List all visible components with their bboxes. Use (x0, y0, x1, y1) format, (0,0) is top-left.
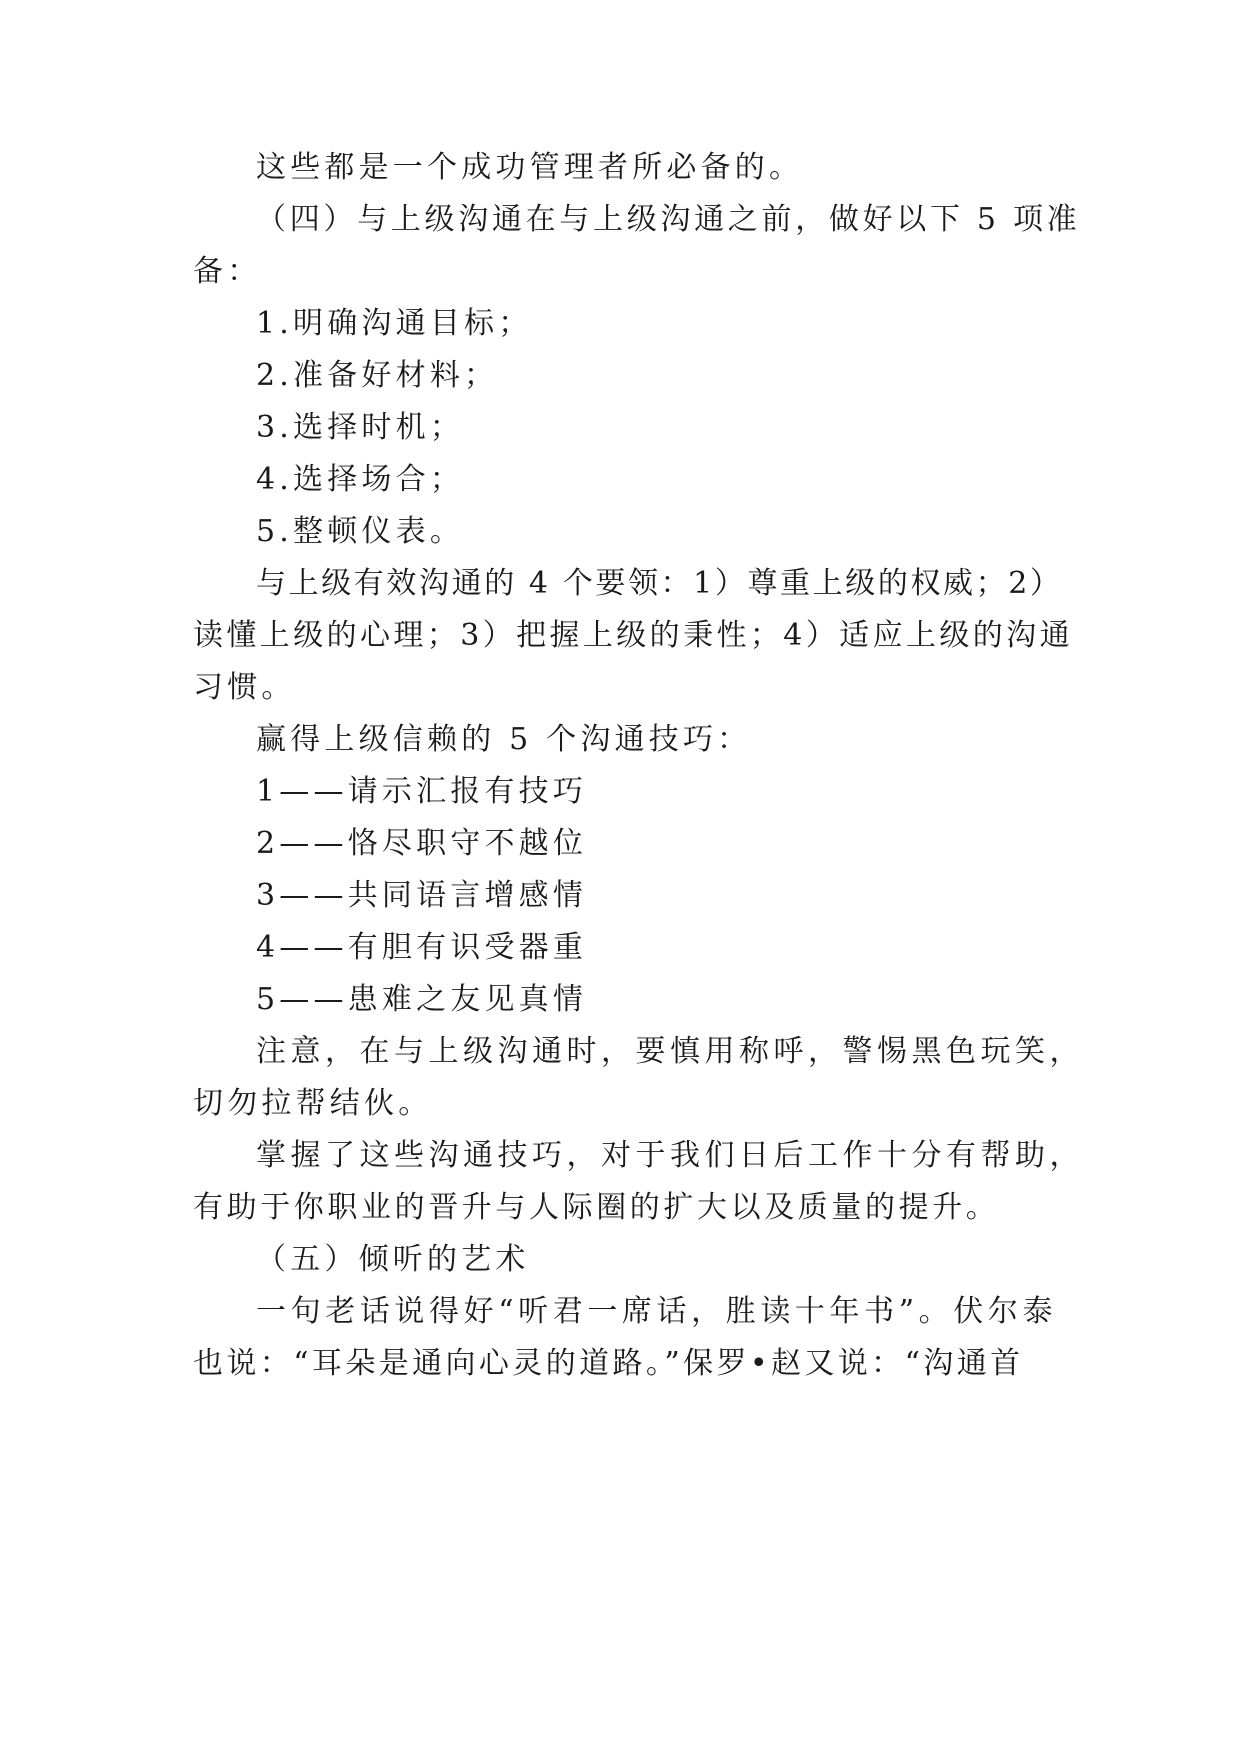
list-item (0, 512, 1241, 552)
paragraph-line (0, 616, 1241, 656)
paragraph-line (0, 564, 1241, 604)
text-line: 2——恪尽职守不越位 (256, 826, 588, 861)
paragraph-line (0, 1292, 1241, 1332)
text-line: 4.选择场合； (256, 462, 465, 497)
list-item (0, 980, 1241, 1020)
text-line: 这些都是一个成功管理者所必备的。 (256, 150, 804, 185)
text-line: 5.整顿仪表。 (256, 514, 465, 549)
paragraph-line (0, 1344, 1241, 1384)
paragraph-line (0, 1084, 1241, 1124)
paragraph-line (0, 1188, 1241, 1228)
text-line: 习惯。 (193, 670, 296, 705)
text-line: 2.准备好材料； (256, 358, 499, 393)
text-line: 3——共同语言增感情 (256, 878, 588, 913)
text-line: 也说：“耳朵是通向心灵的道路。”保罗•赵又说：“沟通首 (193, 1346, 1024, 1381)
paragraph-line (0, 1136, 1241, 1176)
text-line: 1——请示汇报有技巧 (256, 774, 588, 809)
list-item (0, 304, 1241, 344)
list-item (0, 876, 1241, 916)
text-line: 切勿拉帮结伙。 (193, 1086, 433, 1121)
paragraph-line (0, 720, 1241, 760)
text-line: （四）与上级沟通在与上级沟通之前，做好以下 5 项准 (256, 202, 1081, 237)
text-line: 掌握了这些沟通技巧，对于我们日后工作十分有帮助， (256, 1138, 1084, 1173)
paragraph-line (0, 1032, 1241, 1072)
text-line: 与上级有效沟通的 4 个要领：1）尊重上级的权威；2） (256, 566, 1063, 601)
paragraph-line (0, 200, 1241, 240)
text-line: 5——患难之友见真情 (256, 982, 588, 1017)
text-line: 赢得上级信赖的 5 个沟通技巧： (256, 722, 752, 757)
text-line: 注意，在与上级沟通时，要慎用称呼，警惕黑色玩笑， (256, 1034, 1084, 1069)
text-line: 一句老话说得好“听君一席话，胜读十年书”。伏尔泰 (256, 1294, 1058, 1329)
list-item (0, 460, 1241, 500)
text-line: 有助于你职业的晋升与人际圈的扩大以及质量的提升。 (193, 1190, 1000, 1225)
text-line: （五）倾听的艺术 (256, 1242, 530, 1277)
text-line: 3.选择时机； (256, 410, 465, 445)
text-line: 4——有胆有识受器重 (256, 930, 588, 965)
list-item (0, 772, 1241, 812)
text-line: 备： (193, 254, 262, 289)
text-line: 读懂上级的心理；3）把握上级的秉性；4）适应上级的沟通 (193, 618, 1073, 653)
list-item (0, 356, 1241, 396)
list-item (0, 824, 1241, 864)
section-heading (0, 1240, 1241, 1280)
paragraph-line (0, 148, 1241, 188)
list-item (0, 928, 1241, 968)
paragraph-line (0, 252, 1241, 292)
list-item (0, 408, 1241, 448)
paragraph-line (0, 668, 1241, 708)
text-line: 1.明确沟通目标； (256, 306, 533, 341)
